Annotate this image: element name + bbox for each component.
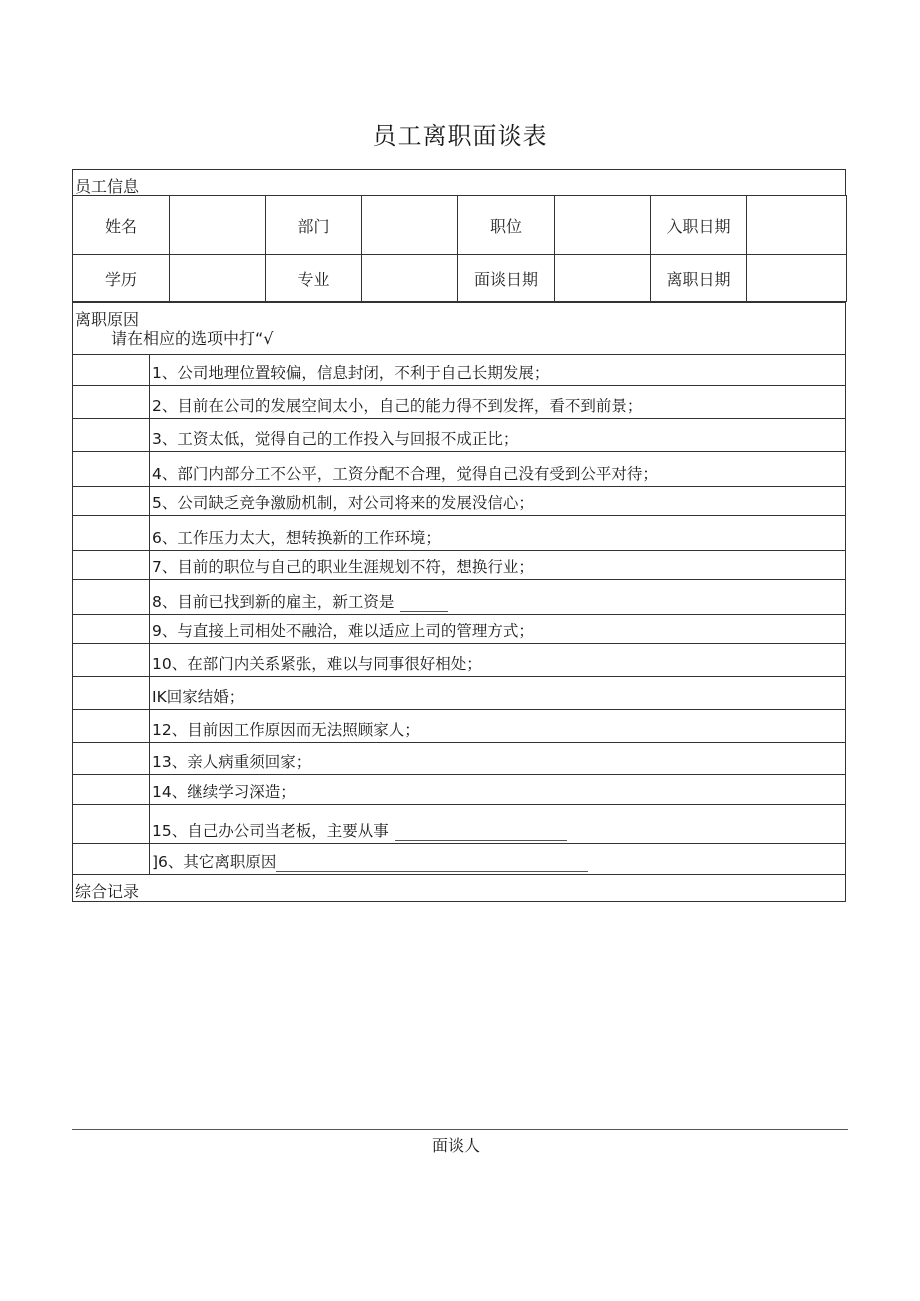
reason-text: 3、工资太低，觉得自己的工作投入与回报不成正比； [152,430,519,448]
reason-checkbox[interactable] [73,844,150,874]
reason-row [72,742,846,774]
reason-text: 8、目前已找到新的雇主，新工资是 [152,593,395,611]
reason-text: 2、目前在公司的发展空间太小，自己的能力得不到发挥，看不到前景； [152,397,643,415]
new-salary-blank[interactable] [400,597,448,612]
reason-text: 1、公司地理位置较偏，信息封闭，不利于自己长期发展； [152,364,550,382]
department-field[interactable] [362,196,458,255]
form-title: 员工离职面谈表 [372,122,548,150]
reason-text: 9、与直接上司相处不融洽，难以适应上司的管理方式； [152,622,534,640]
own-business-blank[interactable] [395,826,567,841]
reason-row [72,774,846,804]
reason-text: 10、在部门内关系紧张，难以与同事很好相处； [152,655,482,673]
reason-checkbox[interactable] [73,355,150,385]
interview-date-field[interactable] [555,255,651,302]
reason-checkbox[interactable] [73,516,150,550]
position-label: 职位 [458,196,555,255]
reason-text: 12、目前因工作原因而无法照顾家人； [152,721,420,739]
reason-checkbox[interactable] [73,805,150,843]
reason-row [72,643,846,676]
reason-text: 6、工作压力太大，想转换新的工作环境； [152,529,441,547]
reason-text: 14、继续学习深造； [152,783,296,801]
reason-checkbox[interactable] [73,487,150,515]
reason-row [72,550,846,579]
reason-row [72,354,846,385]
exit-interview-form [72,169,846,902]
reason-row [72,579,846,614]
hire-date-field[interactable] [747,196,847,255]
reason-row [72,614,846,643]
reason-row [72,418,846,451]
reason-row [72,515,846,550]
reason-text: 4、部门内部分工不公平，工资分配不合理，觉得自己没有受到公平对待； [152,465,658,483]
reason-text: 5、公司缺乏竞争激励机制，对公司将来的发展没信心； [152,494,534,512]
reason-checkbox[interactable] [73,644,150,676]
major-field[interactable] [362,255,458,302]
reason-text: 7、目前的职位与自己的职业生涯规划不符，想换行业； [152,558,534,576]
leave-date-label: 离职日期 [651,255,747,302]
major-label: 专业 [266,255,362,302]
summary-header: 综合记录 [72,874,846,902]
reason-text-with-blank [150,844,588,874]
employee-info-table [72,195,847,302]
interviewer-signature-label: 面谈人 [432,1136,481,1155]
reason-text-with-blank [150,805,567,843]
reason-text: IK回家结婚； [152,688,245,706]
reason-checkbox[interactable] [73,677,150,709]
reason-row [72,385,846,418]
education-field[interactable] [170,255,266,302]
interview-date-label: 面谈日期 [458,255,555,302]
education-label: 学历 [73,255,170,302]
signature-divider [72,1129,848,1130]
reason-row [72,486,846,515]
name-field[interactable] [170,196,266,255]
reasons-instruction: 请在相应的选项中打“√ [72,328,846,354]
leave-date-field[interactable] [747,255,847,302]
name-label: 姓名 [73,196,170,255]
reason-row [72,451,846,486]
other-reason-blank[interactable] [276,857,588,872]
reason-checkbox[interactable] [73,710,150,742]
employee-info-header: 员工信息 [72,169,846,195]
reason-text: 15、自己办公司当老板，主要从事 [152,822,389,840]
reason-checkbox[interactable] [73,419,150,451]
reason-checkbox[interactable] [73,452,150,486]
reason-checkbox[interactable] [73,386,150,418]
reasons-header: 离职原因 [72,302,846,328]
reason-row [72,676,846,709]
reason-checkbox[interactable] [73,775,150,804]
hire-date-label: 入职日期 [651,196,747,255]
reason-row [72,709,846,742]
department-label: 部门 [266,196,362,255]
reason-checkbox[interactable] [73,615,150,643]
reason-checkbox[interactable] [73,743,150,774]
reason-text-with-blank [150,580,448,614]
reason-checkbox[interactable] [73,580,150,614]
reason-text: ]6、其它离职原因 [152,853,277,871]
reason-row [72,804,846,843]
reason-checkbox[interactable] [73,551,150,579]
reason-row [72,843,846,874]
position-field[interactable] [555,196,651,255]
reason-text: 13、亲人病重须回家； [152,753,312,771]
